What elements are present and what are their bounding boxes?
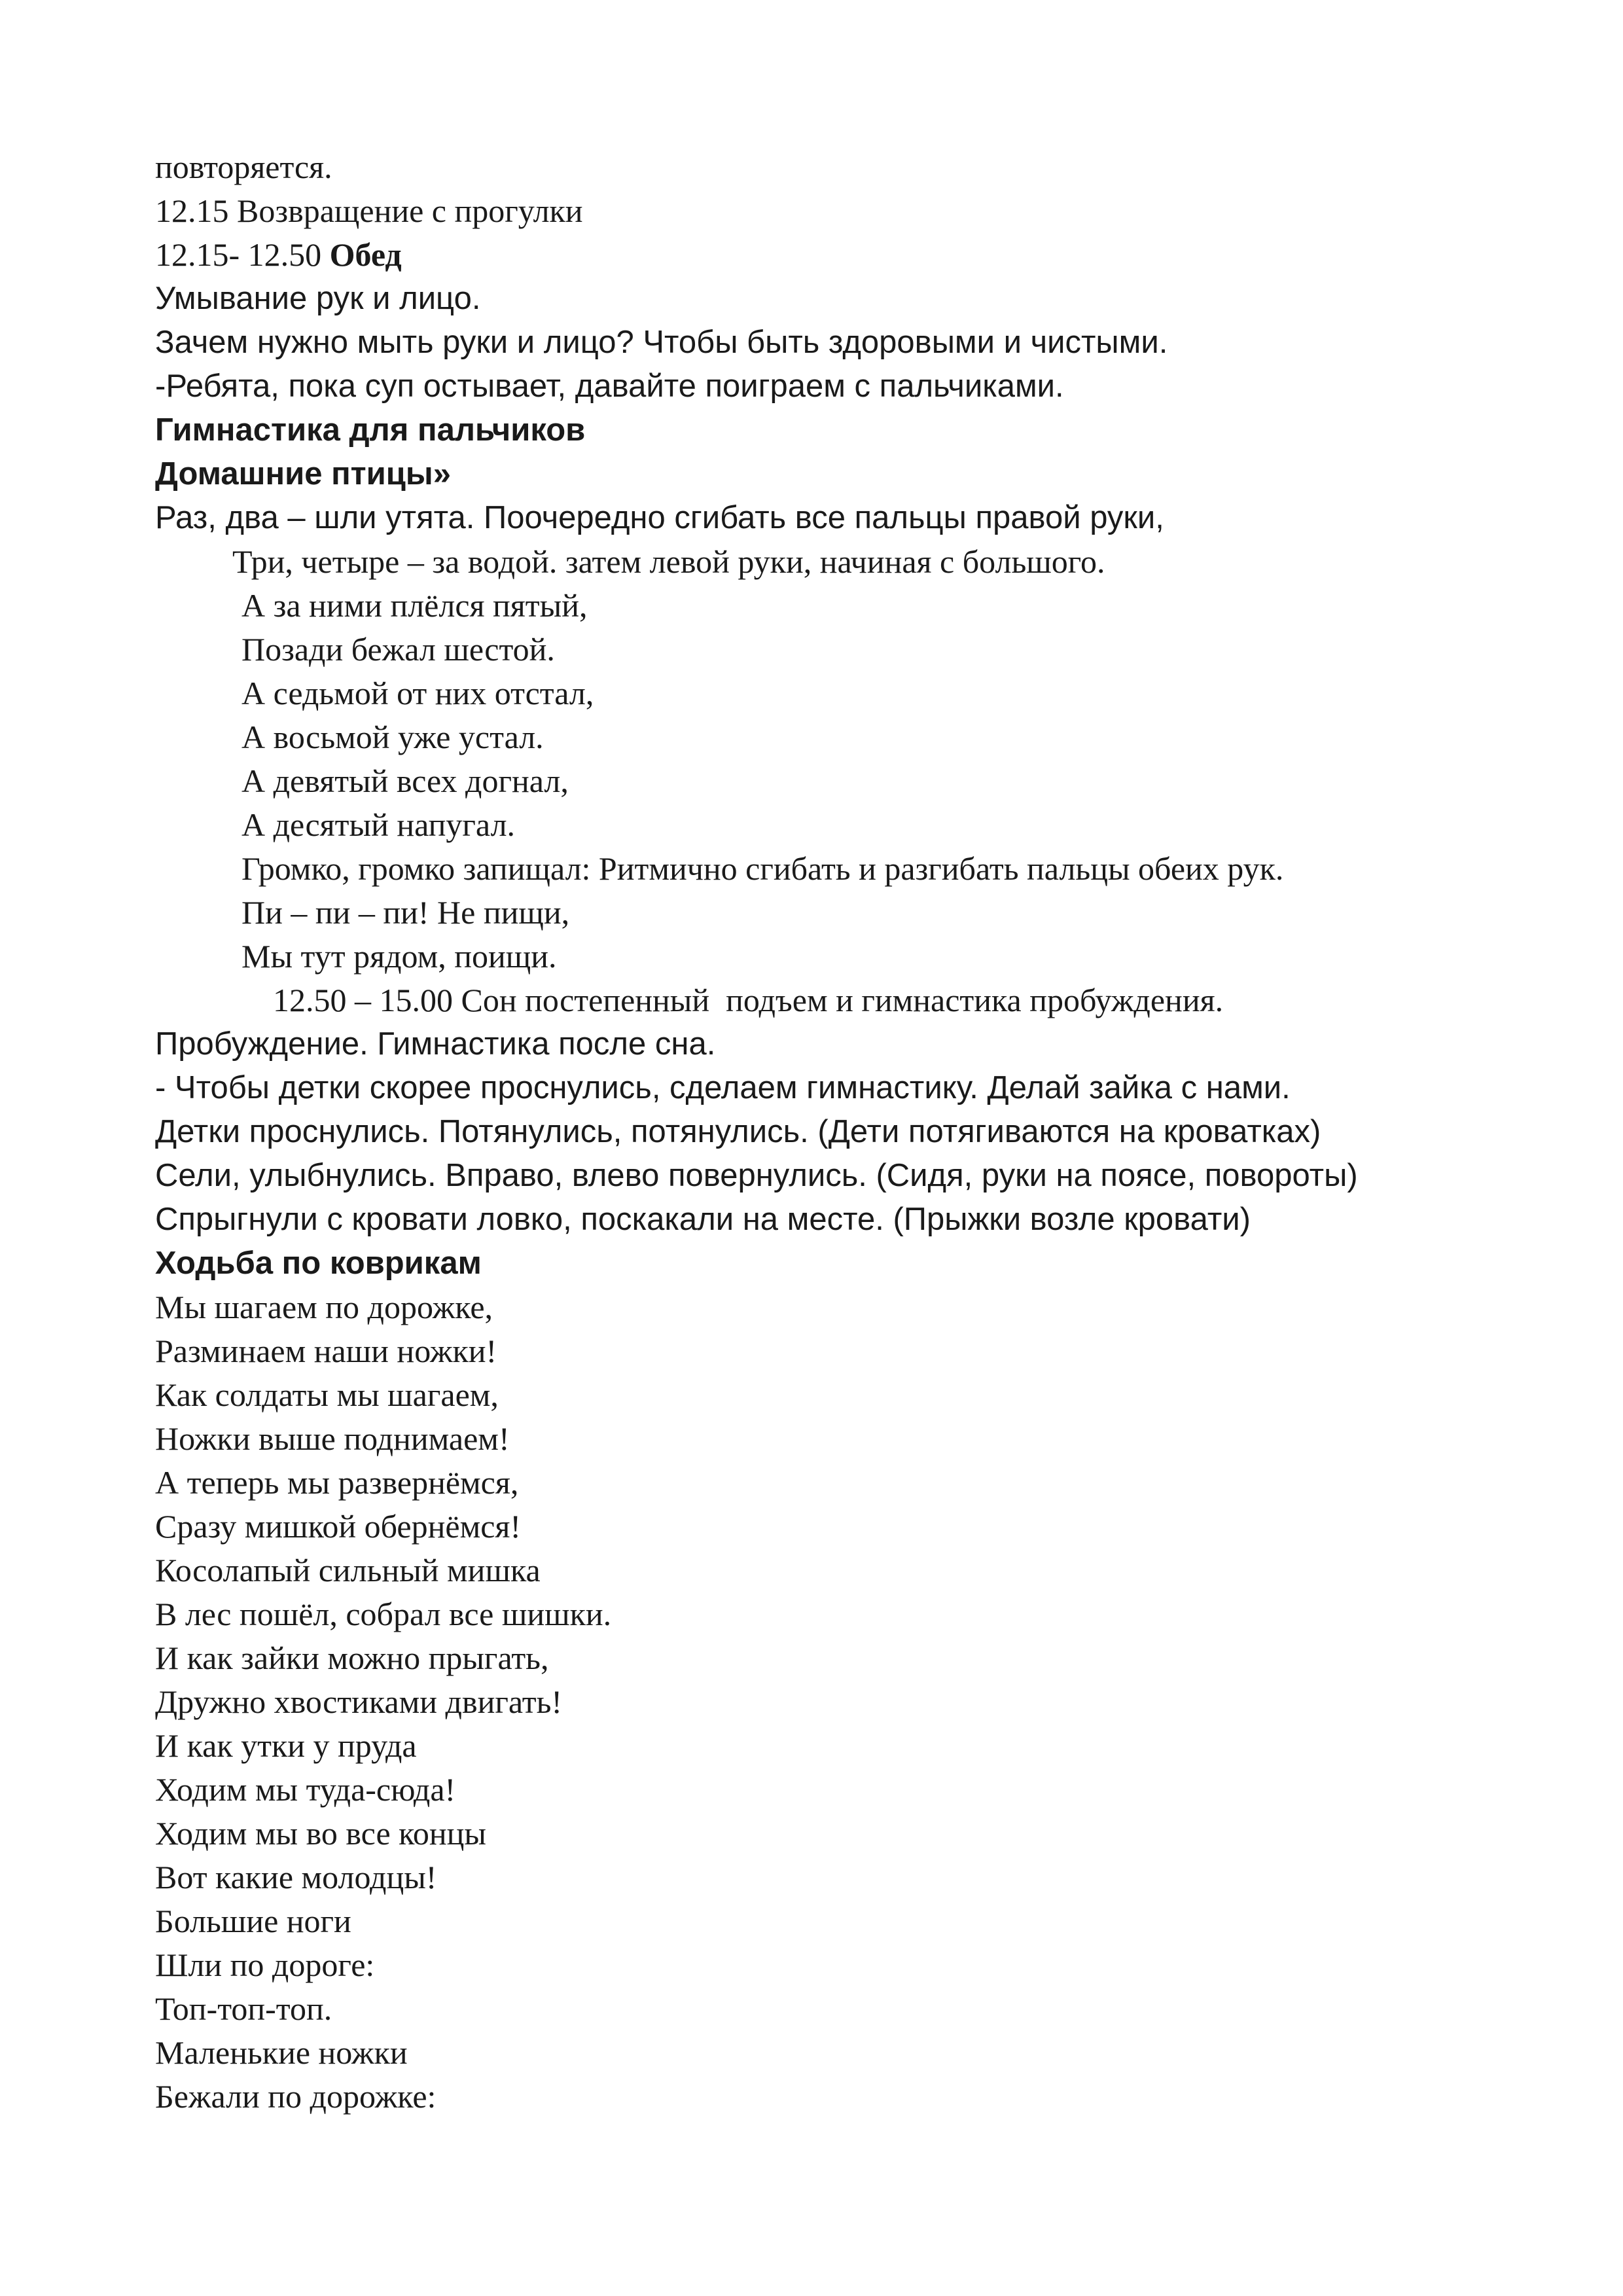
section-heading-finger-gymnastics: Гимнастика для пальчиков <box>155 412 586 448</box>
poem-line: Большие ноги <box>155 1903 351 1939</box>
poem-line: Как солдаты мы шагаем, <box>155 1376 499 1413</box>
poem-line: Ходим мы во все концы <box>155 1815 487 1852</box>
text-line: Пробуждение. Гимнастика после сна. <box>155 1026 716 1062</box>
text-line: Умывание рук и лицо. <box>155 281 481 316</box>
poem-line: Вот какие молодцы! <box>155 1859 437 1895</box>
document-body <box>155 145 1516 2119</box>
poem-line: Ходим мы туда-сюда! <box>155 1771 456 1808</box>
text-line: -Ребята, пока суп остывает, давайте поиграем с пальчиками. <box>155 368 1064 404</box>
poem-line: Топ-топ-топ. <box>155 1990 332 2027</box>
poem-line: Маленькие ножки <box>155 2034 408 2071</box>
text-line: - Чтобы детки скорее проснулись, сделаем гимнастику. Делай зайка с нами. <box>155 1070 1291 1105</box>
section-heading-mat-walking: Ходьба по коврикам <box>155 1246 482 1281</box>
text-line: повторяется. <box>155 149 332 185</box>
schedule-return-walk: 12.15 Возвращение с прогулки <box>155 192 583 229</box>
section-heading-lunch: Обед <box>329 236 402 273</box>
poem-line: А теперь мы развернёмся, <box>155 1464 519 1501</box>
poem-line: Три, четыре – за водой. затем левой руки, начиная с большого. <box>232 543 1105 580</box>
section-heading-poultry: Домашние птицы» <box>155 456 452 492</box>
poem-line: Сразу мишкой обернёмся! <box>155 1508 522 1545</box>
poem-line: Пи – пи – пи! Не пищи, <box>241 894 570 931</box>
poem-line: Раз, два – шли утята. Поочередно сгибать все пальцы правой руки, <box>155 500 1164 535</box>
poem-line: Позади бежал шестой. <box>241 631 555 668</box>
poem-line: Мы тут рядом, поищи. <box>241 938 557 975</box>
poem-line: Дружно хвостиками двигать! <box>155 1683 563 1720</box>
poem-line: Разминаем наши ножки! <box>155 1333 497 1369</box>
poem-line: И как утки у пруда <box>155 1727 417 1764</box>
schedule-time: 12.15- 12.50 <box>155 236 330 273</box>
poem-line: В лес пошёл, собрал все шишки. <box>155 1596 612 1632</box>
poem-line: Шли по дороге: <box>155 1946 375 1983</box>
poem-line: А восьмой уже устал. <box>241 719 544 755</box>
poem-line: Громко, громко запищал: Ритмично сгибать и разгибать пальцы обеих рук. <box>241 850 1284 887</box>
schedule-nap: 12.50 – 15.00 Сон постепенный подъем и гимнастика пробуждения. <box>273 982 1224 1018</box>
poem-line: Ножки выше поднимаем! <box>155 1420 510 1457</box>
text-line: Зачем нужно мыть руки и лицо? Чтобы быть здоровыми и чистыми. <box>155 325 1168 360</box>
schedule-lunch <box>155 233 1516 277</box>
poem-line: Бежали по дорожке: <box>155 2078 437 2115</box>
poem-line: А седьмой от них отстал, <box>241 675 594 711</box>
text-line: Детки проснулись. Потянулись, потянулись. (Дети потягиваются на кроватках) <box>155 1114 1321 1149</box>
poem-line: Косолапый сильный мишка <box>155 1552 541 1588</box>
poem-line: И как зайки можно прыгать, <box>155 1640 549 1676</box>
text-line: Сели, улыбнулись. Вправо, влево повернулись. (Сидя, руки на поясе, повороты) <box>155 1158 1358 1193</box>
poem-line: А девятый всех догнал, <box>241 762 569 799</box>
poem-line: Мы шагаем по дорожке, <box>155 1289 493 1325</box>
text-line: Спрыгнули с кровати ловко, поскакали на месте. (Прыжки возле кровати) <box>155 1202 1251 1237</box>
poem-line: А десятый напугал. <box>241 806 516 843</box>
poem-line: А за ними плёлся пятый, <box>241 587 588 624</box>
